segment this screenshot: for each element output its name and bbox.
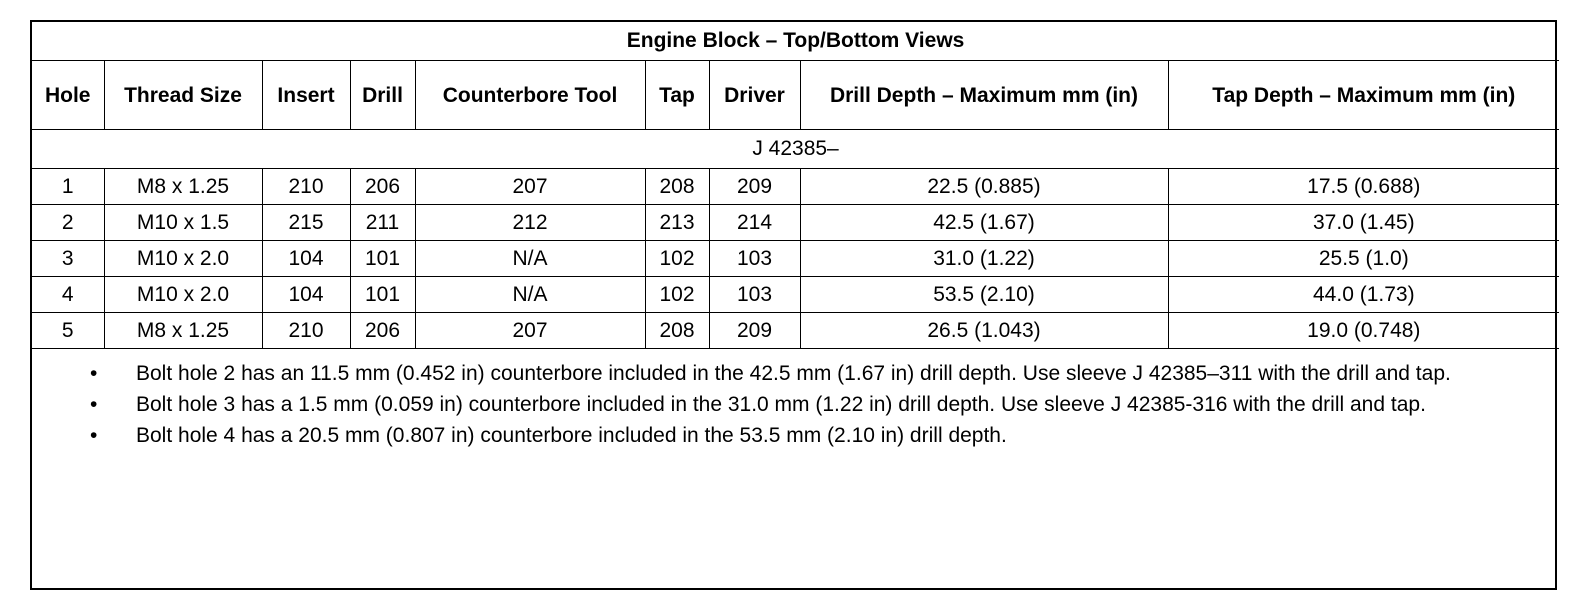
cell-hole: 3: [32, 241, 104, 277]
cell-tap: 102: [645, 277, 709, 313]
note-text: Bolt hole 4 has a 20.5 mm (0.807 in) counterbore included in the 53.5 mm (2.10 in) drill depth.: [136, 424, 1007, 447]
cell-insert: 104: [262, 277, 350, 313]
cell-hole: 1: [32, 169, 104, 205]
cell-insert: 215: [262, 205, 350, 241]
cell-drill-depth: 22.5 (0.885): [800, 169, 1168, 205]
spec-table-frame: [30, 20, 1557, 590]
cell-tap-depth: 17.5 (0.688): [1168, 169, 1559, 205]
cell-drill-depth: 26.5 (1.043): [800, 313, 1168, 349]
header-hole: Hole: [32, 61, 104, 130]
cell-tap: 208: [645, 313, 709, 349]
cell-tap-depth: 19.0 (0.748): [1168, 313, 1559, 349]
cell-counterbore-tool: N/A: [415, 241, 645, 277]
cell-counterbore-tool: N/A: [415, 277, 645, 313]
cell-thread-size: M8 x 1.25: [104, 169, 262, 205]
header-driver: Driver: [709, 61, 800, 130]
cell-counterbore-tool: 207: [415, 169, 645, 205]
header-tap-depth: Tap Depth – Maximum mm (in): [1168, 61, 1559, 130]
cell-tap: 213: [645, 205, 709, 241]
cell-drill-depth: 31.0 (1.22): [800, 241, 1168, 277]
table-row: [32, 277, 1559, 313]
cell-drill: 101: [350, 277, 415, 313]
table-row: [32, 313, 1559, 349]
cell-thread-size: M10 x 2.0: [104, 277, 262, 313]
cell-driver: 103: [709, 277, 800, 313]
note-item: [32, 392, 1545, 417]
cell-tap: 208: [645, 169, 709, 205]
table-title: Engine Block – Top/Bottom Views: [32, 22, 1559, 61]
cell-tap-depth: 37.0 (1.45): [1168, 205, 1559, 241]
note-item: [32, 423, 1545, 448]
cell-driver: 214: [709, 205, 800, 241]
bullet-icon: •: [90, 362, 98, 385]
note-text: Bolt hole 3 has a 1.5 mm (0.059 in) counterbore included in the 31.0 mm (1.22 in) drill depth. Use sleeve J 42385-316 with the drill and tap.: [136, 393, 1426, 416]
table-row: [32, 205, 1559, 241]
note-text: Bolt hole 2 has an 11.5 mm (0.452 in) counterbore included in the 42.5 mm (1.67 in) drill depth. Use sleeve J 42385–311 with the drill and tap.: [136, 362, 1451, 385]
cell-drill: 206: [350, 313, 415, 349]
cell-driver: 209: [709, 169, 800, 205]
cell-driver: 209: [709, 313, 800, 349]
engine-block-table: [32, 22, 1559, 349]
cell-insert: 210: [262, 169, 350, 205]
cell-driver: 103: [709, 241, 800, 277]
header-drill: Drill: [350, 61, 415, 130]
cell-tap: 102: [645, 241, 709, 277]
cell-drill: 211: [350, 205, 415, 241]
header-thread-size: Thread Size: [104, 61, 262, 130]
cell-tap-depth: 44.0 (1.73): [1168, 277, 1559, 313]
cell-thread-size: M10 x 1.5: [104, 205, 262, 241]
cell-insert: 104: [262, 241, 350, 277]
cell-tap-depth: 25.5 (1.0): [1168, 241, 1559, 277]
header-tap: Tap: [645, 61, 709, 130]
cell-counterbore-tool: 207: [415, 313, 645, 349]
cell-drill: 101: [350, 241, 415, 277]
tool-prefix: J 42385–: [32, 130, 1559, 169]
note-item: [32, 361, 1545, 386]
bullet-icon: •: [90, 424, 98, 447]
cell-drill-depth: 53.5 (2.10): [800, 277, 1168, 313]
header-counterbore-tool: Counterbore Tool: [415, 61, 645, 130]
cell-insert: 210: [262, 313, 350, 349]
cell-thread-size: M8 x 1.25: [104, 313, 262, 349]
cell-hole: 5: [32, 313, 104, 349]
cell-thread-size: M10 x 2.0: [104, 241, 262, 277]
table-row: [32, 241, 1559, 277]
bullet-icon: •: [90, 393, 98, 416]
notes-list: [32, 349, 1555, 448]
cell-counterbore-tool: 212: [415, 205, 645, 241]
cell-drill: 206: [350, 169, 415, 205]
cell-hole: 2: [32, 205, 104, 241]
header-insert: Insert: [262, 61, 350, 130]
cell-hole: 4: [32, 277, 104, 313]
header-drill-depth: Drill Depth – Maximum mm (in): [800, 61, 1168, 130]
cell-drill-depth: 42.5 (1.67): [800, 205, 1168, 241]
table-row: [32, 169, 1559, 205]
